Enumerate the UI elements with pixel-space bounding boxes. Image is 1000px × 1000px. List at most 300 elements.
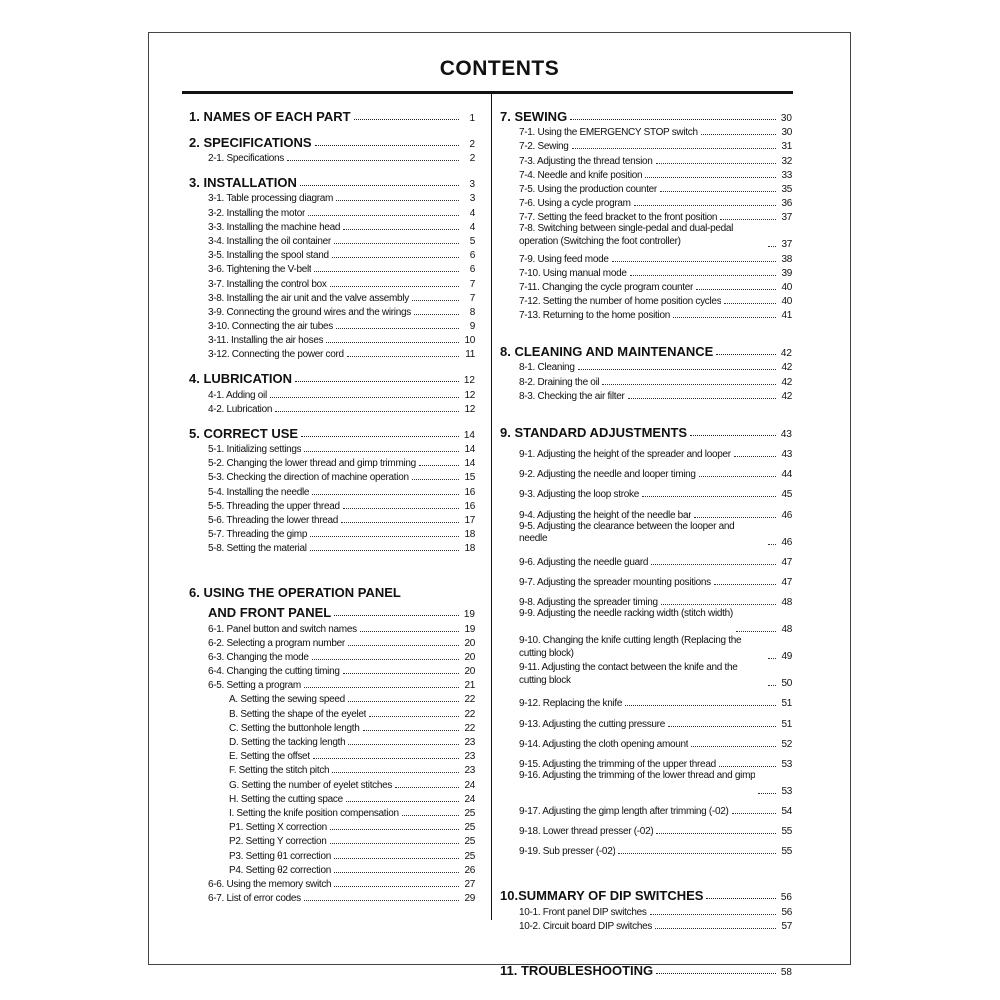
toc-subsection-entry[interactable] (189, 233, 475, 247)
dot-leader (661, 604, 776, 605)
toc-page-number: 3 (469, 193, 475, 205)
toc-page-number: 39 (781, 267, 792, 279)
toc-subsection-entry[interactable] (189, 635, 475, 649)
toc-section-entry[interactable] (189, 580, 475, 600)
dot-leader (690, 435, 776, 436)
toc-subsection-entry[interactable] (189, 219, 475, 233)
toc-page-number: 14 (463, 429, 475, 441)
toc-page-number: 38 (781, 253, 792, 265)
toc-section-entry[interactable] (189, 170, 475, 190)
toc-subsection-entry[interactable] (189, 512, 475, 526)
dot-leader (630, 275, 776, 276)
toc-subsection-entry[interactable] (500, 662, 792, 689)
toc-page-number: 27 (464, 878, 475, 890)
dot-leader (699, 476, 776, 477)
toc-entry-title: 3-4. Installing the oil container (208, 235, 331, 247)
toc-subsection-entry[interactable] (500, 594, 792, 608)
toc-subsection-entry[interactable] (189, 876, 475, 890)
toc-page-number: 46 (781, 536, 792, 548)
dot-leader (332, 257, 459, 258)
toc-entry-title: 9-4. Adjusting the height of the needle bar (519, 509, 692, 521)
toc-subsection-entry[interactable] (500, 715, 792, 729)
toc-entry-title: 7-7. Setting the feed bracket to the front position (519, 212, 718, 224)
toc-entry-title: 9-2. Adjusting the needle and looper timing (519, 469, 696, 481)
toc-subsection-entry[interactable] (189, 483, 475, 497)
toc-entry-title: 9-1. Adjusting the height of the spreader and looper (519, 449, 731, 460)
toc-section-entry[interactable] (189, 104, 475, 124)
toc-entry-title: 3-3. Installing the machine head (208, 221, 341, 233)
dot-leader (334, 872, 459, 873)
toc-subsection-entry[interactable] (189, 620, 475, 634)
dot-leader (301, 436, 459, 437)
dot-leader (348, 701, 459, 702)
toc-entry-title: 8-1. Cleaning (519, 362, 575, 374)
spacer (500, 932, 792, 952)
toc-subsection-entry[interactable] (500, 250, 792, 264)
toc-page-number: 25 (464, 807, 475, 819)
toc-section-entry[interactable] (500, 339, 792, 359)
toc-entry-title: 5-3. Checking the direction of machine operation (208, 472, 409, 484)
dot-leader (412, 479, 459, 480)
dot-leader (578, 369, 776, 370)
toc-page-number: 4 (469, 221, 475, 233)
dot-leader (334, 886, 459, 887)
toc-entry-title: I. Setting the knife position compensation (229, 807, 399, 819)
toc-subsection-entry[interactable] (500, 635, 792, 662)
toc-subsection-entry[interactable] (500, 486, 792, 500)
toc-page-number: 29 (464, 893, 475, 905)
toc-page-number: 23 (464, 751, 475, 763)
dot-leader (332, 772, 459, 773)
toc-entry-title: 6. USING THE OPERATION PANEL (189, 585, 401, 601)
toc-subsubsection-entry[interactable] (189, 847, 475, 861)
toc-entry-title: D. Setting the tacking length (229, 737, 346, 748)
dot-leader (348, 645, 459, 646)
toc-section-entry[interactable] (500, 104, 792, 124)
toc-entry-title: 8. CLEANING AND MAINTENANCE (500, 344, 714, 360)
toc-page-number: 47 (781, 576, 792, 588)
dot-leader (300, 185, 459, 186)
dot-leader (330, 843, 460, 844)
dot-leader (313, 758, 459, 759)
toc-subsection-entry[interactable] (189, 332, 475, 346)
toc-entry-title: C. Setting the buttonhole length (229, 722, 360, 734)
dot-leader (348, 744, 459, 745)
dot-leader (334, 615, 459, 616)
toc-subsection-entry[interactable] (500, 209, 792, 223)
toc-subsection-entry[interactable] (500, 756, 792, 770)
toc-entry-title: 9-5. Adjusting the clearance between the looper and needle (519, 520, 735, 545)
toc-subsection-entry[interactable] (189, 290, 475, 304)
toc-subsubsection-entry[interactable] (189, 734, 475, 748)
toc-entry-title: 1. NAMES OF EACH PART (189, 109, 351, 124)
dot-leader (334, 243, 459, 244)
toc-subsubsection-entry[interactable] (189, 720, 475, 734)
toc-subsubsection-entry[interactable] (189, 705, 475, 719)
toc-entry-title: A. Setting the sewing speed (229, 694, 345, 706)
toc-subsubsection-entry[interactable] (189, 691, 475, 705)
toc-page-number: 2 (469, 153, 475, 165)
toc-entry-title: 4. LUBRICATION (189, 371, 293, 387)
toc-subsection-entry[interactable] (500, 388, 792, 402)
toc-section-entry[interactable] (500, 958, 792, 978)
toc-entry-title: AND FRONT PANEL (208, 605, 332, 621)
dot-leader (275, 411, 459, 412)
dot-leader (758, 793, 776, 794)
toc-entry-title: 9-8. Adjusting the spreader timing (519, 597, 658, 609)
toc-entry-title: 9-11. Adjusting the contact between the knife and the cutting block (519, 662, 738, 686)
toc-page-number: 51 (781, 718, 792, 730)
dot-leader (628, 398, 776, 399)
toc-subsection-entry[interactable] (500, 124, 792, 138)
toc-subsection-entry[interactable] (500, 359, 792, 373)
dot-leader (673, 317, 776, 318)
toc-entry-title: 5-6. Threading the lower thread (208, 514, 339, 526)
toc-subsubsection-entry[interactable] (189, 791, 475, 805)
dot-leader (724, 303, 776, 304)
dot-leader (701, 134, 776, 135)
dot-leader (270, 397, 459, 398)
toc-subsection-entry[interactable] (500, 223, 792, 250)
toc-subsection-entry[interactable] (500, 695, 792, 709)
toc-section-entry[interactable] (500, 883, 792, 903)
toc-entry-title: P2. Setting Y correction (229, 836, 327, 848)
toc-subsection-entry[interactable] (500, 167, 792, 181)
toc-subsection-entry[interactable] (189, 649, 475, 663)
toc-entry-title: 6-7. List of error codes (208, 893, 301, 905)
toc-page-number: 20 (464, 666, 475, 678)
toc-page-number: 16 (464, 500, 475, 512)
toc-subsubsection-entry[interactable] (189, 805, 475, 819)
toc-subsection-entry[interactable] (189, 275, 475, 289)
toc-entry-title: 3. INSTALLATION (189, 175, 297, 191)
toc-entry-title: E. Setting the offset (229, 751, 310, 763)
toc-subsection-entry[interactable] (189, 498, 475, 512)
dot-leader (310, 536, 459, 537)
toc-page-number: 14 (464, 444, 475, 455)
toc-subsection-entry[interactable] (500, 506, 792, 520)
toc-entry-title: 3-12. Connecting the power cord (208, 349, 344, 361)
toc-page-number: 18 (464, 529, 475, 541)
toc-entry-title: 7-3. Adjusting the thread tension (519, 155, 653, 167)
toc-entry-title: 10.SUMMARY OF DIP SWITCHES (500, 888, 704, 904)
toc-section-entry[interactable] (189, 600, 475, 620)
toc-page-number: 14 (464, 458, 475, 470)
toc-entry-title: 7-1. Using the EMERGENCY STOP switch (519, 127, 698, 139)
toc-entry-title: 9-17. Adjusting the gimp length after trimming (-02) (519, 806, 729, 818)
toc-entry-title: 3-7. Installing the control box (208, 278, 327, 290)
toc-entry-title: 5-8. Setting the material (208, 543, 307, 555)
dot-leader (395, 787, 459, 788)
toc-subsection-entry[interactable] (189, 469, 475, 483)
dot-leader (315, 145, 459, 146)
dot-leader (310, 550, 459, 551)
toc-page-number: 19 (464, 623, 475, 635)
toc-entry-title: 7-12. Setting the number of home position cycles (519, 296, 722, 308)
toc-entry-title: 7-13. Returning to the home position (519, 310, 670, 322)
toc-entry-title: 9-7. Adjusting the spreader mounting positions (519, 576, 711, 588)
toc-entry-title: H. Setting the cutting space (229, 793, 343, 805)
dot-leader (304, 900, 459, 901)
toc-page-number: 22 (464, 708, 475, 720)
toc-entry-title: 9-6. Adjusting the needle guard (519, 556, 649, 568)
toc-entry-title: 4-2. Lubrication (208, 403, 273, 415)
toc-subsection-entry[interactable] (500, 903, 792, 917)
toc-entry-title: P1. Setting X correction (229, 822, 327, 834)
toc-subsection-entry[interactable] (189, 441, 475, 455)
dot-leader (660, 191, 776, 192)
toc-subsection-entry[interactable] (189, 663, 475, 677)
toc-subsection-entry[interactable] (500, 918, 792, 932)
dot-leader (330, 286, 459, 287)
dot-leader (716, 354, 776, 355)
toc-entry-title: G. Setting the number of eyelet stitches (229, 779, 393, 791)
dot-leader (656, 833, 776, 834)
column-divider (491, 94, 492, 920)
toc-page-number: 37 (781, 239, 792, 251)
toc-page-number: 55 (781, 846, 792, 858)
toc-page-number: 40 (781, 296, 792, 308)
toc-subsection-entry[interactable] (189, 318, 475, 332)
dot-leader (634, 205, 776, 206)
toc-subsection-entry[interactable] (500, 195, 792, 209)
spacer (189, 554, 475, 574)
toc-subsubsection-entry[interactable] (189, 862, 475, 876)
toc-page-number: 43 (780, 428, 792, 440)
toc-page-number: 12 (464, 389, 475, 401)
toc-subsection-entry[interactable] (500, 307, 792, 321)
toc-subsection-entry[interactable] (189, 526, 475, 540)
dot-leader (734, 456, 776, 457)
dot-leader (414, 314, 459, 315)
toc-entry-title: 9-9. Adjusting the needle racking width (stitch width) (519, 608, 733, 620)
dot-leader (304, 687, 459, 688)
toc-entry-title: 7-6. Using a cycle program (519, 198, 631, 210)
toc-entry-title: 8-3. Checking the air filter (519, 390, 625, 402)
toc-page-number: 20 (464, 651, 475, 663)
dot-leader (330, 829, 459, 830)
toc-page-number: 35 (781, 183, 792, 195)
toc-entry-title: 7. SEWING (500, 109, 568, 124)
toc-subsection-entry[interactable] (189, 455, 475, 469)
toc-page-number: 5 (469, 235, 475, 247)
toc-subsubsection-entry[interactable] (189, 748, 475, 762)
toc-page-number: 9 (469, 321, 475, 333)
toc-page-number: 48 (781, 597, 792, 609)
toc-page-number: 19 (463, 609, 475, 621)
toc-section-entry[interactable] (189, 421, 475, 441)
dot-leader (341, 522, 459, 523)
toc-subsection-entry[interactable] (500, 152, 792, 166)
toc-subsection-entry[interactable] (189, 346, 475, 360)
toc-subsection-entry[interactable] (500, 138, 792, 152)
toc-subsection-entry[interactable] (189, 540, 475, 554)
toc-page-number: 18 (464, 543, 475, 555)
toc-page-number: 55 (781, 826, 792, 838)
toc-section-entry[interactable] (189, 366, 475, 386)
toc-entry-title: 7-9. Using feed mode (519, 253, 609, 265)
toc-page-number: 54 (781, 806, 792, 818)
dot-leader (287, 160, 459, 161)
toc-subsubsection-entry[interactable] (189, 762, 475, 776)
toc-page-number: 17 (464, 514, 475, 526)
dot-leader (691, 746, 776, 747)
toc-subsection-entry[interactable] (500, 466, 792, 480)
dot-leader (612, 261, 776, 262)
toc-left-column (189, 94, 475, 904)
toc-subsection-entry[interactable] (500, 446, 792, 460)
dot-leader (720, 219, 776, 220)
toc-subsection-entry[interactable] (500, 293, 792, 307)
toc-subsection-entry[interactable] (189, 247, 475, 261)
toc-subsection-entry[interactable] (189, 304, 475, 318)
dot-leader (347, 356, 459, 357)
toc-entry-title: 5-4. Installing the needle (208, 486, 310, 498)
toc-page-number: 36 (781, 198, 792, 210)
dot-leader (312, 494, 459, 495)
toc-page-number: 24 (464, 793, 475, 805)
toc-page-number: 56 (781, 906, 792, 918)
dot-leader (650, 914, 776, 915)
toc-page-number: 42 (781, 390, 792, 402)
toc-subsection-entry[interactable] (500, 265, 792, 279)
toc-page-number: 40 (781, 281, 792, 293)
toc-subsection-entry[interactable] (500, 373, 792, 387)
dot-leader (412, 300, 459, 301)
toc-entry-title: 3-2. Installing the motor (208, 207, 305, 219)
dot-leader (334, 858, 459, 859)
toc-subsection-entry[interactable] (500, 521, 792, 548)
toc-subsection-entry[interactable] (189, 677, 475, 691)
toc-entry-title: 3-10. Connecting the air tubes (208, 321, 333, 333)
toc-entry-title: 4-1. Adding oil (208, 389, 267, 401)
toc-page-number: 42 (780, 348, 792, 360)
toc-entry-title: 9-16. Adjusting the trimming of the lower thread and gimp (519, 769, 756, 781)
toc-page-number: 30 (781, 127, 792, 139)
toc-page-number: 45 (781, 489, 792, 501)
toc-entry-title: 10-1. Front panel DIP switches (519, 906, 647, 918)
toc-page-number: 25 (464, 850, 475, 862)
toc-entry-title: 6-4. Changing the cutting timing (208, 666, 340, 678)
toc-page-number: 31 (781, 141, 792, 153)
dot-leader (706, 898, 776, 899)
toc-subsection-entry[interactable] (189, 401, 475, 415)
dot-leader (336, 328, 459, 329)
toc-subsection-entry[interactable] (500, 823, 792, 837)
toc-page-number: 3 (469, 179, 475, 191)
toc-subsubsection-entry[interactable] (189, 819, 475, 833)
toc-subsection-entry[interactable] (500, 736, 792, 750)
toc-subsection-entry[interactable] (500, 279, 792, 293)
dot-leader (570, 119, 776, 120)
toc-entry-title: F. Setting the stitch pitch (229, 765, 330, 777)
toc-page-number: 50 (781, 678, 792, 690)
toc-page-number: 1 (469, 113, 475, 124)
toc-entry-title: 9-15. Adjusting the trimming of the upper thread (519, 758, 716, 770)
toc-entry-title: 2-1. Specifications (208, 153, 285, 165)
toc-subsection-entry[interactable] (500, 574, 792, 588)
toc-subsection-entry[interactable] (500, 554, 792, 568)
toc-page-number: 49 (781, 651, 792, 663)
dot-leader (736, 631, 776, 632)
toc-right-column (500, 94, 792, 978)
toc-subsection-entry[interactable] (500, 181, 792, 195)
toc-page-number: 30 (780, 113, 792, 124)
toc-page-number: 21 (464, 680, 475, 692)
toc-subsubsection-entry[interactable] (189, 776, 475, 790)
toc-entry-title: 7-8. Switching between single-pedal and dual-pedal operation (Switching the foot controller) (519, 223, 734, 247)
toc-section-entry[interactable] (500, 420, 792, 440)
toc-page-number: 48 (781, 624, 792, 636)
toc-page-number: 6 (469, 264, 475, 276)
dot-leader (719, 766, 776, 767)
toc-entry-title: 3-5. Installing the spool stand (208, 250, 329, 262)
toc-page-number: 23 (464, 765, 475, 777)
toc-entry-title: 9-14. Adjusting the cloth opening amount (519, 738, 689, 750)
toc-subsubsection-entry[interactable] (189, 833, 475, 847)
toc-page-number: 51 (781, 698, 792, 710)
toc-subsection-entry[interactable] (189, 150, 475, 164)
document-page (148, 32, 851, 978)
toc-page-number: 22 (464, 722, 475, 734)
toc-subsection-entry[interactable] (500, 843, 792, 857)
toc-page-number: 43 (781, 449, 792, 460)
toc-subsection-entry[interactable] (189, 261, 475, 275)
dot-leader (656, 163, 776, 164)
toc-entry-title: 5-2. Changing the lower thread and gimp trimming (208, 458, 416, 470)
toc-entry-title: 7-10. Using manual mode (519, 267, 627, 279)
toc-page-number: 47 (781, 556, 792, 568)
toc-page-number: 33 (781, 169, 792, 181)
spacer (500, 857, 792, 877)
toc-section-entry[interactable] (189, 130, 475, 150)
toc-entry-title: 10-2. Circuit board DIP switches (519, 920, 653, 932)
toc-page-number: 10 (464, 335, 475, 347)
dot-leader (304, 451, 459, 452)
toc-entry-title: 5-7. Threading the gimp (208, 529, 308, 541)
dot-leader (295, 381, 459, 382)
toc-subsection-entry[interactable] (189, 386, 475, 400)
dot-leader (651, 564, 776, 565)
toc-entry-title: 7-11. Changing the cycle program counter (519, 281, 694, 293)
dot-leader (768, 544, 776, 545)
toc-subsection-entry[interactable] (500, 608, 792, 635)
toc-page-number: 11 (465, 349, 475, 361)
toc-entry-title: 6-6. Using the memory switch (208, 878, 332, 890)
toc-subsection-entry[interactable] (500, 803, 792, 817)
dot-leader (642, 496, 776, 497)
dot-leader (696, 289, 776, 290)
toc-subsection-entry[interactable] (189, 190, 475, 204)
toc-page-number: 12 (463, 375, 475, 387)
toc-entry-title: 9-3. Adjusting the loop stroke (519, 489, 639, 501)
toc-entry-title: 6-1. Panel button and switch names (208, 623, 357, 635)
toc-entry-title: 3-1. Table processing diagram (208, 193, 334, 205)
toc-subsection-entry[interactable] (189, 204, 475, 218)
toc-page-number: 7 (469, 292, 475, 304)
toc-entry-title: 9-13. Adjusting the cutting pressure (519, 718, 665, 730)
toc-page-number: 42 (781, 376, 792, 388)
toc-subsection-entry[interactable] (500, 770, 792, 797)
toc-entry-title: 3-8. Installing the air unit and the valve assembly (208, 292, 409, 304)
dot-leader (732, 813, 776, 814)
toc-page-number: 16 (464, 486, 475, 498)
toc-entry-title: P3. Setting θ1 correction (229, 850, 332, 862)
toc-subsection-entry[interactable] (189, 890, 475, 904)
toc-entry-title: 7-2. Sewing (519, 141, 569, 153)
toc-entry-title: 6-5. Setting a program (208, 680, 301, 692)
dot-leader (768, 685, 776, 686)
